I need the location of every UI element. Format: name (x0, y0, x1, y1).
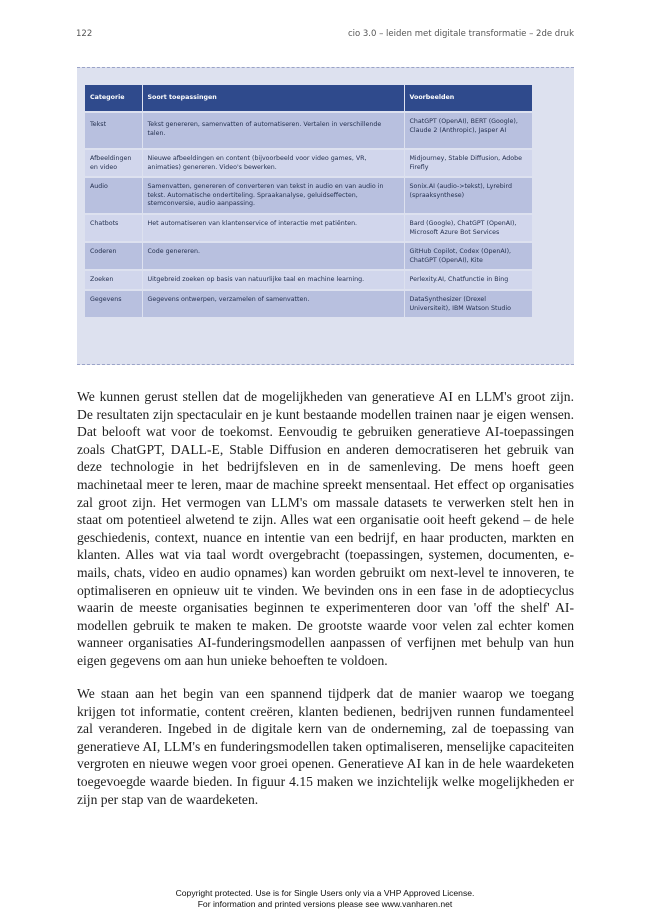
cell-category: Audio (85, 177, 142, 214)
table-row (85, 177, 532, 214)
cell-examples: Sonix.AI (audio->tekst), Lyrebird (spraaksynthese) (404, 177, 532, 214)
cell-category: Afbeeldingen en video (85, 149, 142, 177)
cell-applications: Gegevens ontwerpen, verzamelen of samenvatten. (142, 290, 404, 317)
cell-examples: Bard (Google), ChatGPT (OpenAI), Microsoft Azure Bot Services (404, 214, 532, 242)
column-header-category: Categorie (85, 85, 142, 112)
copyright-line: For information and printed versions please see www.vanharen.net (197, 898, 453, 909)
copyright-notice (0, 888, 650, 909)
copyright-line: Copyright protected. Use is for Single Users only via a VHP Approved License. (175, 888, 475, 898)
page-header (76, 29, 574, 43)
table-header-row (85, 85, 532, 112)
cell-category: Gegevens (85, 290, 142, 317)
cell-category: Tekst (85, 112, 142, 149)
table-row (85, 149, 532, 177)
table-row (85, 214, 532, 242)
body-paragraph: We kunnen gerust stellen dat de mogelijkheden van generatieve AI en LLM's groot zijn. De resultaten zijn spectaculair en je kunt bestaande modellen trainen naar je eigen wensen. Dat belooft wat voor de toekomst. Eenvoudig te gebruiken generatieve AI-toepassingen zoals ChatGPT, DALL-E, Stable Diffusion en anderen democratiseren het gebruik van deze technologie in het bedrijfsleven en in de samenleving. De mens hoeft geen machinetaal meer te leren, maar de machine spreekt mensentaal. Het effect op organisaties zal groot zijn. Het vermogen van LLM's om massale datasets te verwerken stelt hen in staat om potentieel alwetend te zijn. Alles wat een organisatie ooit heeft gekend – de hele geschiedenis, context, nuance en intentie van een bedrijf, en haar producten, markten en klanten. Alles wat via taal wordt overgebracht (toepassingen, systemen, documenten, e-mails, chats, video en audio opnames) kan worden gebruikt om next-level te innoveren, te optimaliseren en opnieuw uit te vinden. We bevinden ons in een fase in de adoptiecyclus waarin de meeste organisaties beginnen te experimenteren door van 'off the shelf' AI-modellen gebruik te maken te maken. De grootste waarde voor velen zal echter komen wanneer organisaties AI-funderingsmodellen aanpassen of verfijnen met behulp van hun eigen gegevens om aan hun unieke behoeften te voldoen. (77, 389, 574, 668)
cell-examples: Perlexity.AI, Chatfunctie in Bing (404, 270, 532, 290)
cell-category: Coderen (85, 242, 142, 270)
cell-applications: Tekst genereren, samenvatten of automatiseren. Vertalen in verschillende talen. (142, 112, 404, 149)
applications-table (85, 85, 532, 317)
cell-examples: DataSynthesizer (Drexel Universiteit), IBM Watson Studio (404, 290, 532, 317)
cell-applications: Uitgebreid zoeken op basis van natuurlijke taal en machine learning. (142, 270, 404, 290)
cell-category: Chatbots (85, 214, 142, 242)
running-title: cio 3.0 – leiden met digitale transformatie – 2de druk (347, 29, 574, 39)
column-header-examples: Voorbeelden (404, 85, 532, 112)
cell-applications: Code genereren. (142, 242, 404, 270)
column-header-applications: Soort toepassingen (142, 85, 404, 112)
cell-category: Zoeken (85, 270, 142, 290)
cell-examples: GitHub Copilot, Codex (OpenAI), ChatGPT (OpenAI), Kite (404, 242, 532, 270)
cell-applications: Het automatiseren van klantenservice of interactie met patiënten. (142, 214, 404, 242)
cell-examples: ChatGPT (OpenAI), BERT (Google), Claude 2 (Anthropic), Jasper AI (404, 112, 532, 149)
cell-applications: Samenvatten, genereren of converteren van tekst in audio en van audio in tekst. Automatische ondertiteling. Spraakanalyse, geluidseffecten, stemconversie, audio aanpassing. (142, 177, 404, 214)
table-row (85, 290, 532, 317)
table-row (85, 270, 532, 290)
table-row (85, 112, 532, 149)
cell-examples: Midjourney, Stable Diffusion, Adobe Firefly (404, 149, 532, 177)
body-paragraph: We staan aan het begin van een spannend tijdperk dat de manier waarop we toegang krijgen tot informatie, content creëren, klanten bedienen, bedrijven runnen fundamenteel zal veranderen. Ingebed in de digitale kern van de onderneming, zal de toepassing van generatieve AI, LLM's en funderingsmodellen taken optimaliseren, menselijke capaciteiten vergroten en nieuwe wegen voor groei openen. Generatieve AI kan in de hele waardeketen toegevoegde waarde bieden. In figuur 4.15 maken we inzichtelijk welke mogelijkheden er zijn per stap van de waardeketen. (77, 686, 574, 807)
cell-applications: Nieuwe afbeeldingen en content (bijvoorbeeld voor video games, VR, animaties) genereren. Video's bewerken. (142, 149, 404, 177)
table-row (85, 242, 532, 270)
page-number: 122 (76, 29, 93, 39)
table-figure (77, 67, 574, 365)
